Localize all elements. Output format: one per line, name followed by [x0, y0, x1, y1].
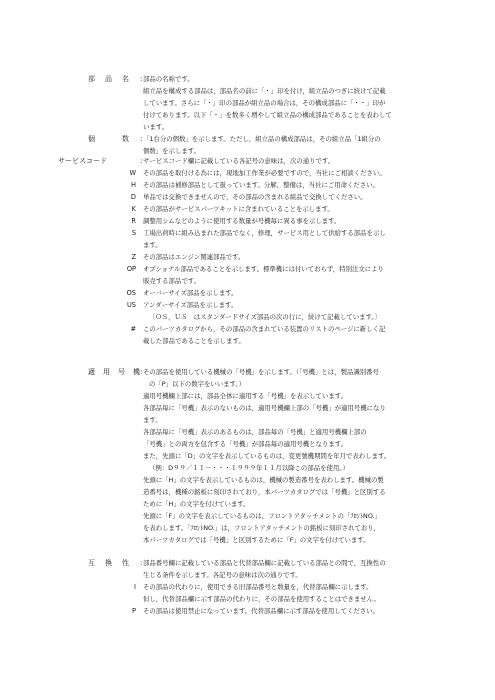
text-line: 先頭に「F」の文字を表示しているものは，フロントアタッチメントの「ﾌﾛﾝﾄNO.」 [143, 512, 382, 520]
service-code-description [143, 155, 457, 347]
text-line: その部品は補修部品として扱っています。分解，整備は，当社にご用命ください。 [143, 181, 379, 189]
text-line: 「号機」との両方を包含する「号機」が部品毎の適用号機となります。 [143, 440, 347, 448]
text-line: 個数」を示します。 [143, 147, 201, 155]
text-line: 付けてあります。以下「・」を数多く増やして組立品の構成部品であることを表わして [143, 111, 392, 119]
text-line: サービスコード欄に記載している各記号の意味は，次の通りです。 [143, 157, 335, 165]
text-line: このパーツカタログから，その部品の含まれている装置のリストのページに新しく記 [143, 325, 386, 333]
label-text: 適 用 号 機 [88, 368, 141, 376]
label-colon: : [140, 559, 144, 567]
code-us: US [126, 301, 136, 309]
label-text: 部 品 名 [88, 75, 131, 83]
code-z: Z [131, 253, 136, 261]
section-part-name [0, 73, 495, 137]
text-line: ます。 [143, 416, 162, 424]
applicable-serial-description [143, 366, 457, 546]
text-line: 本パーツカタログでは「号機」と区別するために「F」の文字を付けています。 [143, 536, 370, 544]
text-line: オーバーサイズ部品を示します。 [143, 289, 238, 297]
text-line: 「1台分の個数」を示します。ただし，組立品の構成部品は，その組立品「1組分の [143, 135, 381, 143]
code-r: R [131, 217, 136, 225]
label-text: サービスコード [58, 157, 107, 165]
text-line: を表わします。「ﾌﾛﾝﾄNO.」は，フロントアタッチメントの銘板に刻印されており， [143, 524, 381, 532]
section-applicable-serial [0, 366, 495, 548]
text-line: しています。さらに「・」印の部品が組立品の場合は，その構成部品に「・・」印が [143, 99, 386, 107]
text-line: 生じる条件を示します。各記号の意味は次の通りです。 [143, 571, 302, 579]
code-d: D [130, 193, 136, 201]
label-interchangeability [88, 557, 144, 569]
label-colon: : [140, 75, 144, 83]
code-k: K [131, 205, 136, 213]
text-line: 〔ＯＳ，ＵＳ はスタンダードサイズ部品の次の行に，続けて記載しています。〕 [149, 313, 381, 321]
code-i: I [134, 583, 136, 591]
text-line: 先頭に「H」の文字を表示しているものは，機械の製造番号を表わします。機械の製 [143, 476, 384, 484]
text-line: その部品を使用している機械の「号機」を示します。（「号機」とは，製品識別番号 [143, 368, 379, 376]
quantity-description [143, 133, 457, 157]
label-applicable-serial [88, 366, 144, 378]
text-line: 工場出荷時に組み込まれた部品でなく，修理，サービス用として供給する部品を示し [143, 229, 386, 237]
text-line: 組立品を構成する部品は，部品名の前に「・」印を付け，組立品のつぎに続けて記載 [143, 87, 386, 95]
text-line: 各部品毎に「号機」表示のないものは，適用号機欄上部の「号機」が適用号機になり [143, 404, 386, 412]
text-line: その部品はエンジン関連部品です。 [143, 253, 245, 261]
label-service-code [58, 155, 143, 167]
label-part-name [88, 73, 144, 85]
label-text: 個 数 [88, 135, 131, 143]
text-line: また，先頭に「D」の文字を表示しているものは，変更號機期間を年月で表わします。 [143, 452, 391, 460]
label-quantity [88, 133, 144, 145]
text-line: オプショナル部品であることを示します。標準機には付いておらず，特別注文により [143, 265, 384, 273]
code-hash: # [130, 325, 136, 333]
section-interchangeability [0, 557, 495, 623]
part-name-description [143, 73, 457, 133]
text-line: の「P」以下の数字をいいます。） [149, 380, 246, 388]
text-line: アンダーサイズ部品を示します。 [143, 301, 238, 309]
label-colon: : [140, 368, 143, 376]
text-line: その部品を取付ける為には，現地加工作業が必要ですので，当社にご相談ください。 [143, 169, 386, 177]
text-line: ために「H」の文字を付けています。 [143, 500, 250, 508]
text-line: 調整用シムなどのように使用する数量が号機毎に異る事を示します。 [143, 217, 341, 225]
label-colon: : [140, 135, 144, 143]
label-text: 互 換 性 [88, 559, 131, 567]
code-op: OP [126, 265, 136, 273]
text-line: 但し，代替部品欄に示す部品の代わりに，その部品を使用することはできません。 [143, 595, 380, 603]
text-line: 造番号は，機種の銘板に刻印されており，本パーツカタログでは「号機」と区別する [143, 488, 386, 496]
code-os: OS [126, 289, 136, 297]
text-line: （例：D９９／１１－・・・１９９９年１１月以降この部品を使用。） [149, 464, 349, 472]
text-line: 部品番号欄に記載している部品と代替部品欄に記載している部品との間で，互換性の [143, 559, 386, 567]
text-line: その部品の代わりに，使用できる旧部品番号と数量を，代替部品欄に示します。 [143, 583, 373, 591]
text-line: 適用号機欄上部には，部品全体に適用する「号機」を表示しています。 [143, 392, 347, 400]
text-line: その部品がサービスパーツキットに含まれていることを示します。 [143, 205, 334, 213]
text-line: 単品では交換できませんので，その部品の含まれる組品で交換してください。 [143, 193, 367, 201]
code-p: P [132, 607, 136, 615]
text-line: ます。 [143, 241, 162, 249]
text-line: 載した部品であることを示します。 [143, 337, 245, 345]
text-line: 販売する部品です。 [143, 277, 201, 285]
text-line: 部品の名称です。 [143, 75, 194, 83]
code-w: W [129, 169, 136, 177]
text-line: います。 [143, 123, 169, 131]
label-colon: : [140, 157, 143, 165]
interchangeability-description [143, 557, 457, 617]
code-s: S [131, 229, 136, 237]
text-line: その部品は使用禁止になっています。代替部品欄に示す部品を使用してください。 [143, 607, 379, 615]
text-line: 各部品毎に「号機」表示のあるものは，部品毎の「号機」と適用号機欄上部の [143, 428, 367, 436]
code-h: H [131, 181, 136, 189]
section-service-code [0, 155, 495, 355]
